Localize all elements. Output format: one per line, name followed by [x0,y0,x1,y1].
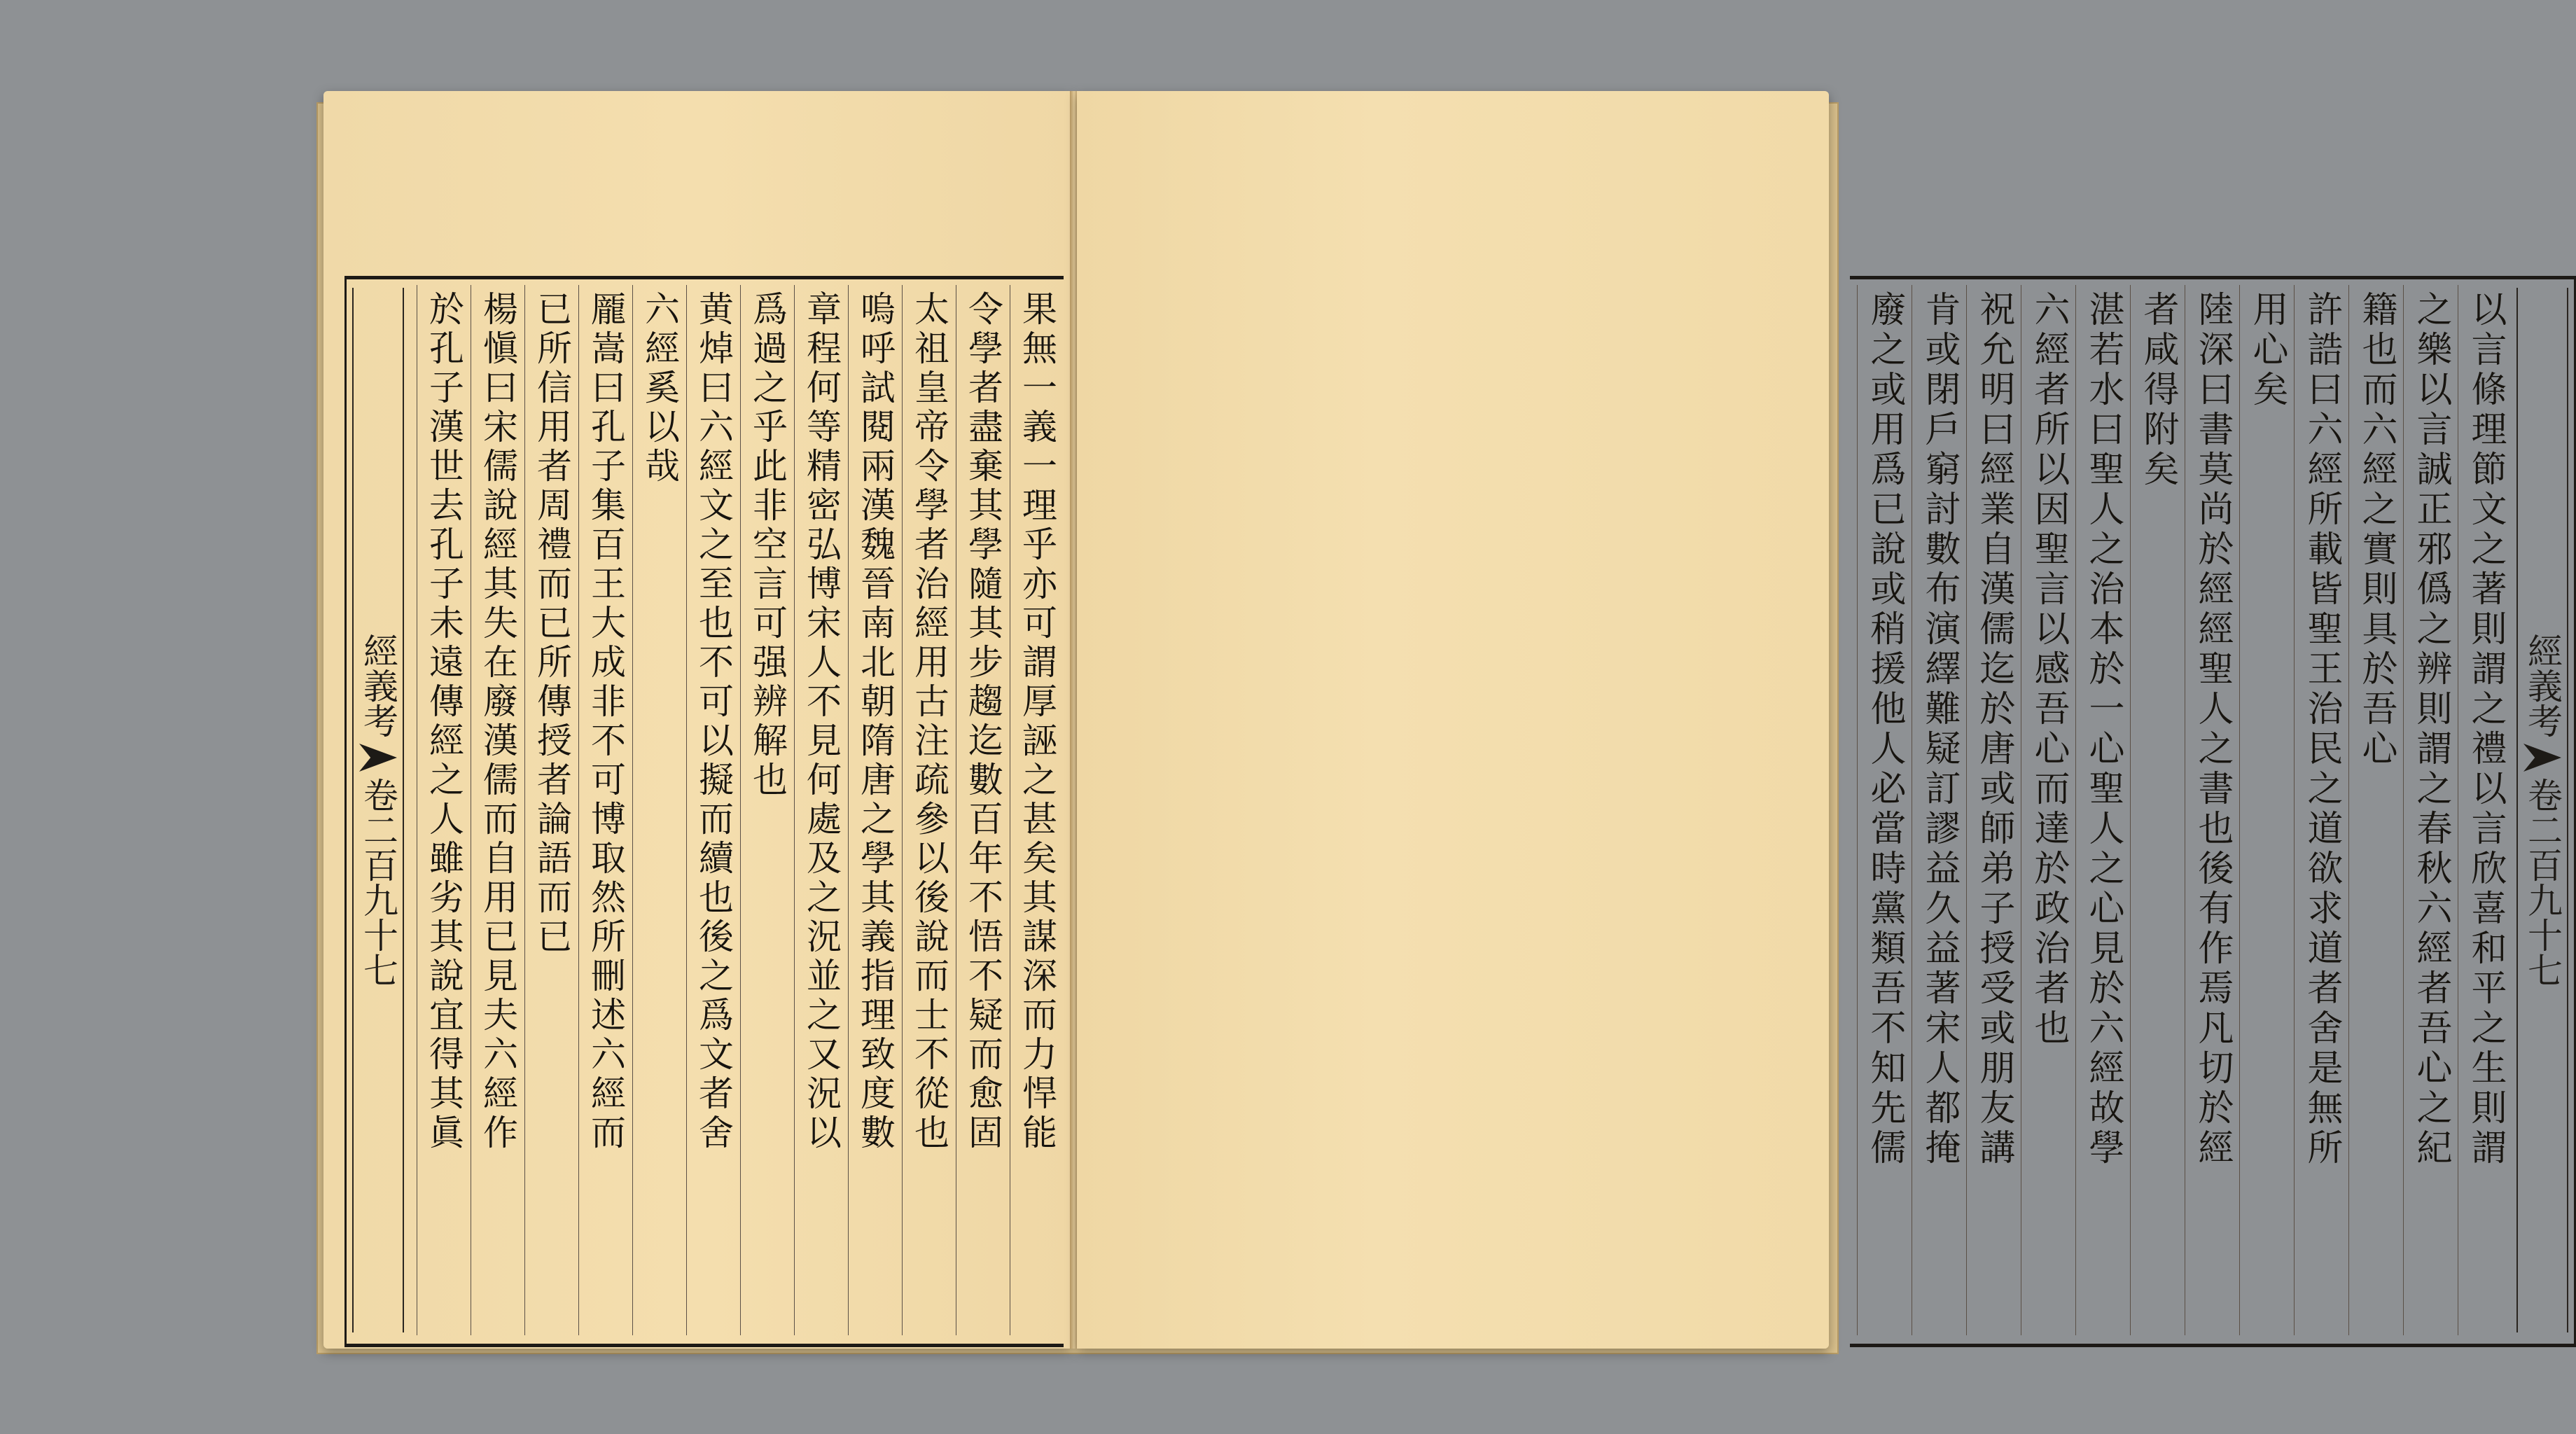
text-column: 以言條理節文之著則謂之禮以言欣喜和平之生則謂 [2458,285,2512,1335]
fish-tail-mark-icon [359,744,397,772]
left-text-columns [412,285,1064,1335]
text-column: 章程何等精密弘博宋人不見何處及之況並之又況以 [794,285,848,1335]
text-column: 爲過之乎此非空言可强辨解也 [740,285,794,1335]
right-page [1077,91,2563,1349]
right-margin-title: 經義考 [2522,633,2563,738]
left-page [323,91,1071,1349]
text-column: 者咸得附矣 [2130,285,2185,1335]
text-column: 嗚呼試閱兩漢魏晉南北朝隋唐之學其義指理致度數 [848,285,902,1335]
right-text-frame [1850,276,2576,1347]
right-margin-volume: 卷二百九十七 [2522,777,2563,987]
text-column: 籍也而六經之實則具於吾心 [2348,285,2403,1335]
text-column: 湛若水曰聖人之治本於一心聖人之心見於六經故學 [2075,285,2130,1335]
open-book [316,88,2563,1354]
right-text-columns [1850,285,2512,1335]
text-column: 黄焯曰六經文之至也不可以擬而續也後之爲文者舍 [686,285,740,1335]
text-column: 六經奚以哉 [632,285,686,1335]
text-column: 果無一義一理乎亦可謂厚誣之甚矣其謀深而力悍能 [1010,285,1064,1335]
text-column: 用心矣 [2239,285,2294,1335]
text-column: 許誥曰六經所載皆聖王治民之道欲求道者舍是無所 [2294,285,2348,1335]
text-column: 廢之或用爲已說或稍援他人必當時黨類吾不知先儒 [1857,285,1912,1335]
right-page-margin [2516,288,2568,1332]
text-column: 之樂以言誠正邪僞之辨則謂之春秋六經者吾心之紀 [2403,285,2458,1335]
text-column: 祝允明曰經業自漢儒迄於唐或師弟子授受或朋友講 [1966,285,2021,1335]
left-page-margin [352,288,404,1332]
text-column: 楊愼曰宋儒說經其失在廢漢儒而自用已見夫六經作 [471,285,524,1335]
text-column: 陸深曰書莫尚於經經聖人之書也後有作焉凡切於經 [2185,285,2239,1335]
left-margin-title: 經義考 [358,633,398,738]
text-column: 已所信用者周禮而已所傳授者論語而已 [524,285,578,1335]
left-text-frame [344,276,1064,1347]
text-column: 龎嵩曰孔子集百王大成非不可博取然所刪述六經而 [578,285,632,1335]
fish-tail-mark-icon [2523,744,2561,772]
text-column: 肯或閉戶窮討數布演繹難疑訂謬益久益著宋人都掩 [1912,285,1966,1335]
text-column: 六經者所以因聖言以感吾心而達於政治者也 [2021,285,2075,1335]
text-column: 令學者盡棄其學隨其步趨迄數百年不悟不疑而愈固 [956,285,1010,1335]
text-column: 太祖皇帝令學者治經用古注疏參以後說而士不從也 [902,285,956,1335]
text-column: 於孔子漢世去孔子未遠傳經之人雖劣其說宜得其眞 [417,285,471,1335]
left-margin-volume: 卷二百九十七 [358,777,398,987]
